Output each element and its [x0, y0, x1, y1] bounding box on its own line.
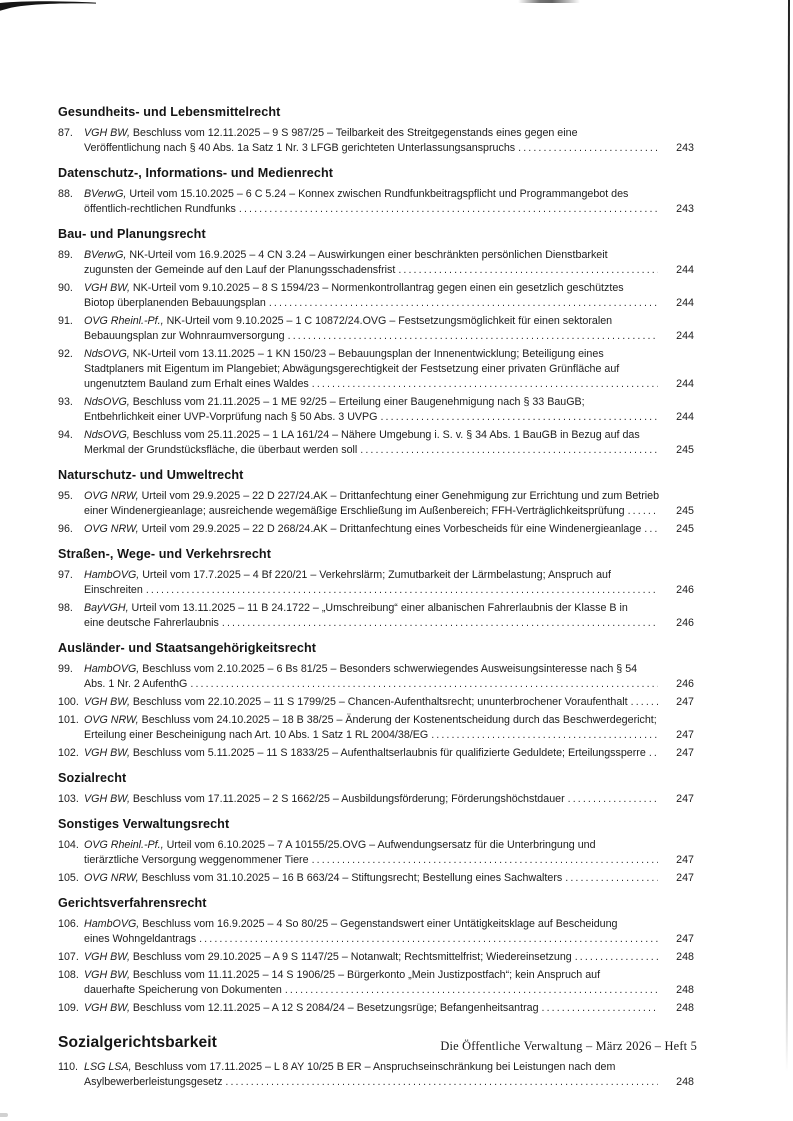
entry-number: 92. [58, 348, 73, 360]
scan-streak-top-center [518, 0, 580, 3]
entry-text: Urteil vom 13.11.2025 – 11 B 24.1722 – „Umschreibung“ einer albanischen Fahrerlaubnis der Klasse B in [128, 602, 628, 614]
dot-leader [628, 504, 658, 519]
toc [58, 104, 694, 1093]
entry-text: Beschluss vom 2.10.2025 – 6 Bs 81/25 – Besonders schwerwiegendes Ausweisungsinteresse nach § 54 [139, 663, 638, 675]
entry-number: 110. [58, 1061, 79, 1073]
entry-text: Urteil vom 17.7.2025 – 4 Bf 220/21 – Verkehrslärm; Zumutbarkeit der Lärmbelastung; Anspruch auf [139, 569, 611, 581]
dot-leader [518, 141, 658, 156]
entry-number: 108. [58, 969, 79, 981]
entry-body [84, 187, 662, 217]
toc-entry [58, 917, 694, 947]
dot-leader [398, 263, 658, 278]
entry-list [58, 662, 694, 761]
toc-entry [58, 950, 694, 965]
court-name: LSG LSA, [84, 1061, 132, 1073]
toc-entry [58, 187, 694, 217]
entry-list [58, 1060, 694, 1090]
court-name: BayVGH, [84, 602, 129, 614]
court-name: HambOVG, [84, 918, 140, 930]
page-number: 247 [676, 696, 694, 708]
toc-section [58, 546, 694, 631]
dot-leader [431, 728, 658, 743]
entry-text: Bebauungsplan zur Wohnraumversorgung [84, 330, 285, 342]
entry-text: Urteil vom 6.10.2025 – 7 A 10155/25.OVG – Aufwendungsersatz für die Unterbringung und [163, 839, 596, 851]
toc-entry [58, 1001, 694, 1016]
entry-text-line [84, 950, 662, 965]
entry-body [84, 695, 662, 710]
entry-text-line [84, 616, 662, 631]
entry-text: NK-Urteil vom 16.9.2025 – 4 CN 3.24 – Auswirkungen einer beschränkten persönlichen Dienstbarkeit [126, 249, 608, 261]
entry-text-line [84, 202, 662, 217]
court-name: VGH BW, [84, 969, 130, 981]
toc-entry [58, 281, 694, 311]
entry-body [84, 522, 662, 537]
toc-section [58, 816, 694, 886]
court-name: NdsOVG, [84, 429, 130, 441]
entry-text: einer Windenergieanlage; ausreichende wegemäßige Erschließung im Außenbereich; FFH-Verträglichkeitsprüfung [84, 505, 625, 517]
toc-section [58, 640, 694, 761]
entry-text-line [84, 568, 662, 583]
page-number: 246 [676, 584, 694, 596]
page-number: 247 [676, 793, 694, 805]
dot-leader [631, 695, 658, 710]
dot-leader [312, 853, 658, 868]
entry-text: Beschluss vom 12.11.2025 – A 12 S 2084/24 – Besetzungsrüge; Befangenheitsantrag [129, 1002, 539, 1014]
toc-section [58, 770, 694, 807]
page-number: 246 [676, 678, 694, 690]
entry-number: 98. [58, 602, 73, 614]
entry-text: Urteil vom 15.10.2025 – 6 C 5.24 – Konnex zwischen Rundfunkbeitragspflicht und Programmangebot des [126, 188, 629, 200]
entry-number: 103. [58, 793, 79, 805]
entry-number: 91. [58, 315, 73, 327]
court-name: VGH BW, [84, 1002, 130, 1014]
entry-text-line [84, 917, 662, 932]
entry-list [58, 126, 694, 156]
court-name: HambOVG, [84, 569, 140, 581]
entry-body [84, 126, 662, 156]
entry-text-line [84, 347, 662, 362]
page-number: 245 [676, 505, 694, 517]
entry-body [84, 428, 662, 458]
page-number: 245 [676, 444, 694, 456]
entry-text-line [84, 728, 662, 743]
page-number: 244 [676, 330, 694, 342]
entry-text-line [84, 428, 662, 443]
entry-body [84, 248, 662, 278]
toc-entry [58, 126, 694, 156]
dot-leader [649, 746, 658, 761]
toc-entry [58, 662, 694, 692]
toc-section [58, 104, 694, 156]
court-name: HambOVG, [84, 663, 140, 675]
entry-text: dauerhafte Speicherung von Dokumenten [84, 984, 282, 996]
toc-section [58, 895, 694, 1016]
entry-text: öffentlich-rechtlichen Rundfunks [84, 203, 236, 215]
entry-text-line [84, 314, 662, 329]
entry-body [84, 395, 662, 425]
court-name: OVG NRW, [84, 872, 139, 884]
court-name: VGH BW, [84, 793, 130, 805]
entry-body [84, 1060, 662, 1090]
entry-number: 96. [58, 523, 73, 535]
entry-text-line [84, 1075, 662, 1090]
court-name: OVG NRW, [84, 490, 139, 502]
page-number: 244 [676, 411, 694, 423]
toc-section [58, 226, 694, 458]
dot-leader [565, 871, 658, 886]
entry-text-line [84, 395, 662, 410]
court-name: NdsOVG, [84, 396, 130, 408]
court-name: NdsOVG, [84, 348, 130, 360]
page-number: 247 [676, 747, 694, 759]
section-heading: Sozialrecht [58, 771, 127, 785]
toc-entry [58, 347, 694, 392]
entry-text-line [84, 489, 662, 504]
toc-section [58, 467, 694, 537]
toc-entry [58, 871, 694, 886]
toc-entry [58, 248, 694, 278]
entry-text: NK-Urteil vom 9.10.2025 – 1 C 10872/24.OVG – Festsetzungsmöglichkeit für einen sektoralen [163, 315, 613, 327]
entry-text-line [84, 968, 662, 983]
entry-number: 106. [58, 918, 79, 930]
page-number: 248 [676, 951, 694, 963]
entry-number: 101. [58, 714, 79, 726]
entry-list [58, 792, 694, 807]
entry-list [58, 187, 694, 217]
entry-text-line [84, 677, 662, 692]
section-heading: Datenschutz-, Informations- und Medienrecht [58, 166, 334, 180]
entry-text: NK-Urteil vom 9.10.2025 – 8 S 1594/23 – Normenkontrollantrag gegen einen ein gesetzlich geschütztes [129, 282, 624, 294]
dot-leader [146, 583, 658, 598]
entry-list [58, 917, 694, 1016]
entry-number: 105. [58, 872, 79, 884]
dot-leader [575, 950, 658, 965]
toc-entry [58, 695, 694, 710]
toc-entry [58, 314, 694, 344]
toc-entry [58, 522, 694, 537]
entry-number: 88. [58, 188, 73, 200]
court-name: VGH BW, [84, 696, 130, 708]
entry-text: eines Wohngeldantrags [84, 933, 197, 945]
toc-entry [58, 968, 694, 998]
entry-text-line [84, 713, 662, 728]
dot-leader [542, 1001, 658, 1016]
entry-text: Entbehrlichkeit einer UVP-Vorprüfung nach § 50 Abs. 3 UVPG [84, 411, 378, 423]
entry-text-line [84, 504, 662, 519]
entry-text-line [84, 443, 662, 458]
entry-number: 104. [58, 839, 79, 851]
entry-list [58, 838, 694, 886]
dot-leader [568, 792, 658, 807]
entry-text: Beschluss vom 31.10.2025 – 16 B 663/24 – Stiftungsrecht; Bestellung eines Sachwalters [138, 872, 563, 884]
entry-text-line [84, 1001, 662, 1016]
entry-body [84, 838, 662, 868]
scan-mark-bottom-left [0, 1113, 8, 1117]
entry-number: 89. [58, 249, 73, 261]
scan-artifact-top-left-icon [0, 0, 100, 14]
entry-text-line [84, 871, 662, 886]
entry-body [84, 950, 662, 965]
toc-entry [58, 395, 694, 425]
entry-text-line [84, 263, 662, 278]
entry-number: 100. [58, 696, 79, 708]
entry-text-line [84, 601, 662, 616]
entry-text: Beschluss vom 21.11.2025 – 1 ME 92/25 – Erteilung einer Baugenehmigung nach § 33 BauGB; [129, 396, 585, 408]
toc-section [58, 165, 694, 217]
entry-text-line [84, 583, 662, 598]
entry-text: zugunsten der Gemeinde auf den Lauf der Planungsschadensfrist [84, 264, 396, 276]
toc-entry [58, 838, 694, 868]
entry-text-line [84, 838, 662, 853]
entry-text-line [84, 329, 662, 344]
entry-text-line [84, 746, 662, 761]
entry-text-line [84, 695, 662, 710]
entry-number: 99. [58, 663, 73, 675]
page-number: 245 [676, 523, 694, 535]
toc-entry [58, 746, 694, 761]
entry-text-line [84, 792, 662, 807]
page-number: 247 [676, 933, 694, 945]
entry-text-line [84, 662, 662, 677]
dot-leader [312, 377, 658, 392]
entry-number: 87. [58, 127, 73, 139]
entry-number: 107. [58, 951, 79, 963]
page-number: 247 [676, 729, 694, 741]
entry-number: 94. [58, 429, 73, 441]
entry-number: 90. [58, 282, 73, 294]
entry-text: Urteil vom 29.9.2025 – 22 D 227/24.AK – Drittanfechtung einer Genehmigung zur Errichtung und zum Betrieb [138, 490, 660, 502]
section-heading: Naturschutz- und Umweltrecht [58, 468, 244, 482]
entry-body [84, 792, 662, 807]
entry-text-line [84, 281, 662, 296]
toc-entry [58, 1060, 694, 1090]
entry-text: Veröffentlichung nach § 40 Abs. 1a Satz 1 Nr. 3 LFGB gerichteten Unterlassungsanspruchs [84, 142, 516, 154]
toc-entry [58, 713, 694, 743]
entry-body [84, 1001, 662, 1016]
entry-text: Beschluss vom 11.11.2025 – 14 S 1906/25 – Bürgerkonto „Mein Justizpostfach“; kein Anspruch auf [129, 969, 601, 981]
entry-text-line [84, 1060, 662, 1075]
court-name: OVG Rheinl.-Pf., [84, 839, 164, 851]
entry-text: ungenutztem Bauland zum Erhalt eines Waldes [84, 378, 309, 390]
entry-text: Asylbewerberleistungsgesetz [84, 1076, 223, 1088]
entry-text: Biotop überplanenden Bebauungsplan [84, 297, 266, 309]
page-number: 248 [676, 1076, 694, 1088]
section-heading: Bau- und Planungsrecht [58, 227, 206, 241]
entry-body [84, 281, 662, 311]
toc-entry [58, 489, 694, 519]
entry-text-line [84, 983, 662, 998]
entry-list [58, 489, 694, 537]
court-name: OVG NRW, [84, 714, 139, 726]
dot-leader [644, 522, 658, 537]
page-number: 247 [676, 854, 694, 866]
section-heading: Sozialgerichtsbarkeit [58, 1034, 217, 1051]
entry-text: Urteil vom 29.9.2025 – 22 D 268/24.AK – Drittanfechtung eines Vorbescheids für eine Windenergieanlage [138, 523, 642, 535]
dot-leader [285, 983, 658, 998]
entry-text: Beschluss vom 25.11.2025 – 1 LA 161/24 – Nähere Umgebung i. S. v. § 34 Abs. 1 BauGB in Bezug auf das [129, 429, 640, 441]
entry-text-line [84, 853, 662, 868]
entry-number: 109. [58, 1002, 79, 1014]
entry-body [84, 314, 662, 344]
entry-text: Beschluss vom 12.11.2025 – 9 S 987/25 – Teilbarkeit des Streitgegenstands eines gegen eine [129, 127, 578, 139]
entry-body [84, 347, 662, 392]
entry-text: NK-Urteil vom 13.11.2025 – 1 KN 150/23 – Bebauungsplan der Innenentwicklung; Beteiligung eines [129, 348, 604, 360]
section-heading: Gerichtsverfahrensrecht [58, 896, 207, 910]
entry-list [58, 568, 694, 631]
entry-text: Beschluss vom 22.10.2025 – 11 S 1799/25 – Chancen-Aufenthaltsrecht; ununterbrochener Voraufenthalt [129, 696, 628, 708]
dot-leader [199, 932, 658, 947]
entry-text: Beschluss vom 16.9.2025 – 4 So 80/25 – Gegenstandswert einer Untätigkeitsklage auf Bescheidung [139, 918, 618, 930]
court-name: VGH BW, [84, 747, 130, 759]
dot-leader [190, 677, 658, 692]
scan-line-right-edge [786, 0, 790, 1072]
page-number: 244 [676, 378, 694, 390]
page-number: 243 [676, 142, 694, 154]
court-name: VGH BW, [84, 127, 130, 139]
page-number: 244 [676, 264, 694, 276]
entry-text: Beschluss vom 17.11.2025 – L 8 AY 10/25 B ER – Anspruchseinschränkung bei Leistungen nach dem [131, 1061, 616, 1073]
entry-text-line [84, 362, 662, 377]
entry-number: 97. [58, 569, 73, 581]
entry-text-line [84, 296, 662, 311]
entry-body [84, 917, 662, 947]
entry-body [84, 489, 662, 519]
entry-number: 93. [58, 396, 73, 408]
dot-leader [288, 329, 658, 344]
court-name: BVerwG, [84, 249, 127, 261]
entry-text-line [84, 248, 662, 263]
page-number: 243 [676, 203, 694, 215]
dot-leader [269, 296, 658, 311]
entry-text: Einschreiten [84, 584, 143, 596]
journal-footer-line: Die Öffentliche Verwaltung – März 2026 – Heft 5 [440, 1039, 697, 1053]
dot-leader [225, 1075, 658, 1090]
section-heading: Ausländer- und Staatsangehörigkeitsrecht [58, 641, 317, 655]
toc-entry [58, 792, 694, 807]
entry-body [84, 871, 662, 886]
entry-text: Beschluss vom 5.11.2025 – 11 S 1833/25 – Aufenthaltserlaubnis für qualifizierte Geduldete; Erteilungssperre [129, 747, 646, 759]
page-number: 244 [676, 297, 694, 309]
entry-text: Merkmal der Grundstücksfläche, die überbaut werden soll [84, 444, 358, 456]
entry-body [84, 713, 662, 743]
court-name: VGH BW, [84, 951, 130, 963]
entry-text-line [84, 126, 662, 141]
entry-text: Beschluss vom 29.10.2025 – A 9 S 1147/25 – Notanwalt; Rechtsmittelfrist; Wiedereinsetzung [129, 951, 572, 963]
section-heading: Sonstiges Verwaltungsrecht [58, 817, 230, 831]
section-heading: Gesundheits- und Lebensmittelrecht [58, 105, 281, 119]
entry-text: Abs. 1 Nr. 2 AufenthG [84, 678, 188, 690]
entry-body [84, 662, 662, 692]
toc-entry [58, 428, 694, 458]
entry-text-line [84, 410, 662, 425]
entry-text-line [84, 141, 662, 156]
court-name: OVG NRW, [84, 523, 139, 535]
dot-leader [360, 443, 658, 458]
dot-leader [380, 410, 658, 425]
page-number: 247 [676, 872, 694, 884]
entry-body [84, 746, 662, 761]
court-name: BVerwG, [84, 188, 127, 200]
entry-body [84, 601, 662, 631]
toc-entry [58, 568, 694, 598]
entry-text-line [84, 187, 662, 202]
entry-text: tierärztliche Versorgung weggenommener Tiere [84, 854, 309, 866]
toc-entry [58, 601, 694, 631]
entry-text: Beschluss vom 17.11.2025 – 2 S 1662/25 – Ausbildungsförderung; Förderungshöchstdauer [129, 793, 565, 805]
dot-leader [239, 202, 658, 217]
entry-number: 102. [58, 747, 79, 759]
entry-text: Erteilung einer Bescheinigung nach Art. 10 Abs. 1 Satz 1 RL 2004/38/EG [84, 729, 429, 741]
entry-list [58, 248, 694, 458]
entry-body [84, 568, 662, 598]
entry-number: 95. [58, 490, 73, 502]
entry-text: Stadtplaners mit Eigentum im Plangebiet; Abwägungsgerechtigkeit der Festsetzung einer privaten Grünfläche auf [84, 363, 620, 375]
court-name: VGH BW, [84, 282, 130, 294]
entry-text-line [84, 522, 662, 537]
page-number: 246 [676, 617, 694, 629]
entry-text: eine deutsche Fahrerlaubnis [84, 617, 219, 629]
entry-text-line [84, 932, 662, 947]
page-number: 248 [676, 1002, 694, 1014]
page-number: 248 [676, 984, 694, 996]
section-heading: Straßen-, Wege- und Verkehrsrecht [58, 547, 272, 561]
court-name: OVG Rheinl.-Pf., [84, 315, 164, 327]
entry-text-line [84, 377, 662, 392]
entry-body [84, 968, 662, 998]
entry-text: Beschluss vom 24.10.2025 – 18 B 38/25 – Änderung der Kostenentscheidung durch das Beschwerdegericht; [138, 714, 657, 726]
dot-leader [222, 616, 658, 631]
